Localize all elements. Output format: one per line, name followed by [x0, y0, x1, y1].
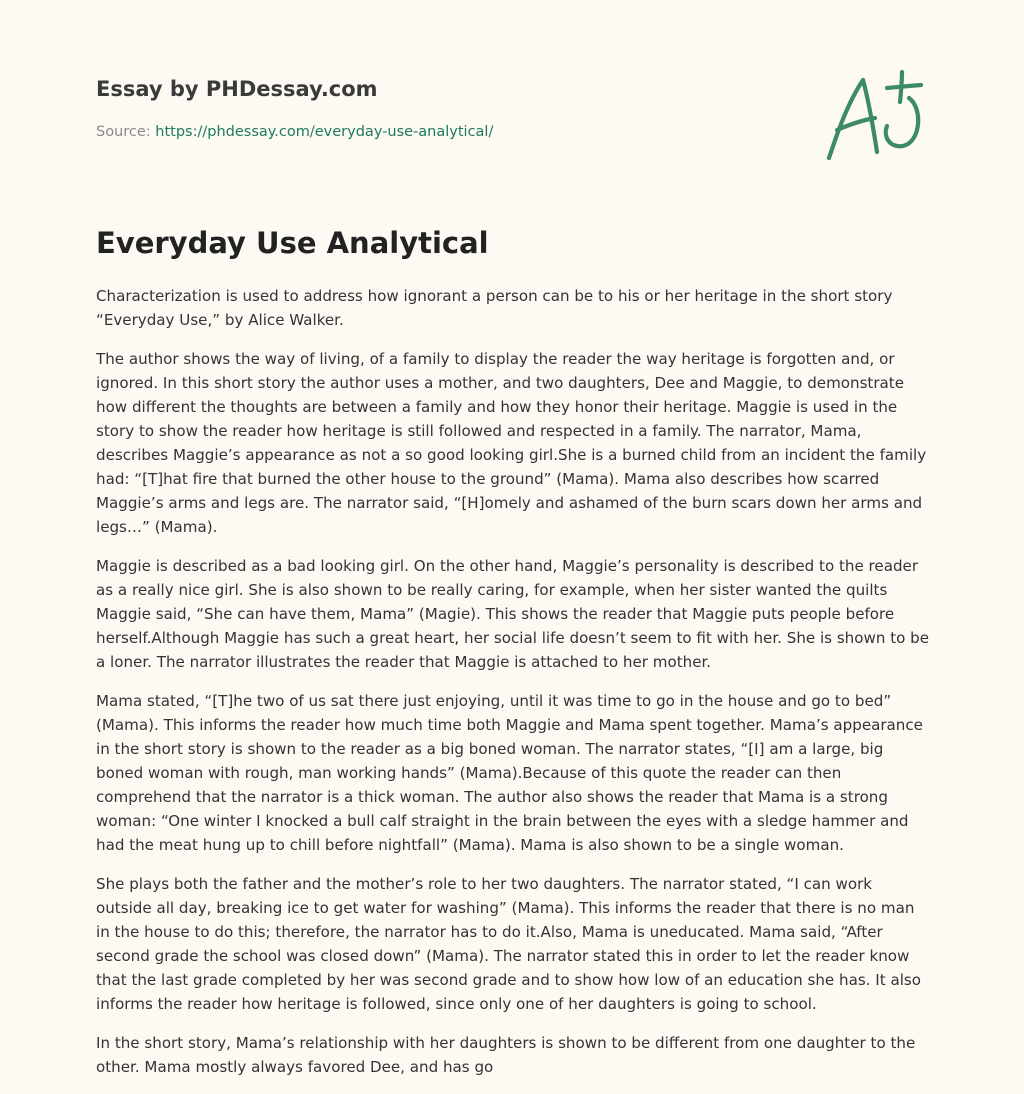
essay-paragraph: Characterization is used to address how ignorant a person can be to his or her heritage in the short story “Everyday Use,” by Alice Walker.	[96, 287, 893, 329]
source-link[interactable]: https://phdessay.com/everyday-use-analytical/	[155, 124, 494, 140]
a-plus-grade-icon	[825, 68, 925, 164]
source-line	[96, 124, 493, 140]
site-title: Essay by PHDessay.com	[96, 77, 378, 101]
page-header	[96, 77, 928, 177]
essay-body	[96, 284, 930, 1094]
essay-paragraph: Mama stated, “[T]he two of us sat there just enjoying, until it was time to go in the house and go to bed” (Mama). This informs the reader how much time both Maggie and Mama spent together. Mama’s appearance in the short story is shown to the reader as a big boned woman. The narrator states, “[I] am a large, big boned woman with rough, man working hands” (Mama).Because of this quote the reader can then comprehend that the narrator is a thick woman. The author also shows the reader that Mama is a strong woman: “One winter I knocked a bull calf straight in the brain between the eyes with a sledge hammer and had the meat hung up to chill before nightfall” (Mama). Mama is also shown to be a single woman.	[96, 692, 923, 854]
essay-paragraph: In the short story, Mama’s relationship with her daughters is shown to be different from one daughter to the other. Mama mostly always favored Dee, and has go	[96, 1034, 916, 1076]
essay-paragraph: Maggie is described as a bad looking girl. On the other hand, Maggie’s personality is described to the reader as a really nice girl. She is also shown to be really caring, for example, when her sister wanted the quilts Maggie said, “She can have them, Mama” (Magie). This shows the reader that Maggie puts people before herself.Although Maggie has such a great heart, her social life doesn’t seem to fit with her. She is shown to be a loner. The narrator illustrates the reader that Maggie is attached to her mother.	[96, 557, 930, 671]
essay-title: Everyday Use Analytical	[96, 226, 489, 260]
source-label: Source:	[96, 124, 156, 140]
essay-paragraph: She plays both the father and the mother’s role to her two daughters. The narrator stated, “I can work outside all day, breaking ice to get water for washing” (Mama). This informs the reader that there is no man in the house to do this; therefore, the narrator has to do it.Also, Mama is uneducated. Mama said, “After second grade the school was closed down” (Mama). The narrator stated this in order to let the reader know that the last grade completed by her was second grade and to show how low of an education she has. It also informs the reader how heritage is followed, since only one of her daughters is going to school.	[96, 875, 921, 1013]
essay-paragraph: The author shows the way of living, of a family to display the reader the way heritage is forgotten and, or ignored. In this short story the author uses a mother, and two daughters, Dee and Maggie, to demonstrate how different the thoughts are between a family and how they honor their heritage. Maggie is used in the story to show the reader how heritage is still followed and respected in a family. The narrator, Mama, describes Maggie’s appearance as not a so good looking girl.She is a burned child from an incident the family had: “[T]hat fire that burned the other house to the ground” (Mama). Mama also describes how scarred Maggie’s arms and legs are. The narrator said, “[H]omely and ashamed of the burn scars down her arms and legs…” (Mama).	[96, 350, 927, 536]
